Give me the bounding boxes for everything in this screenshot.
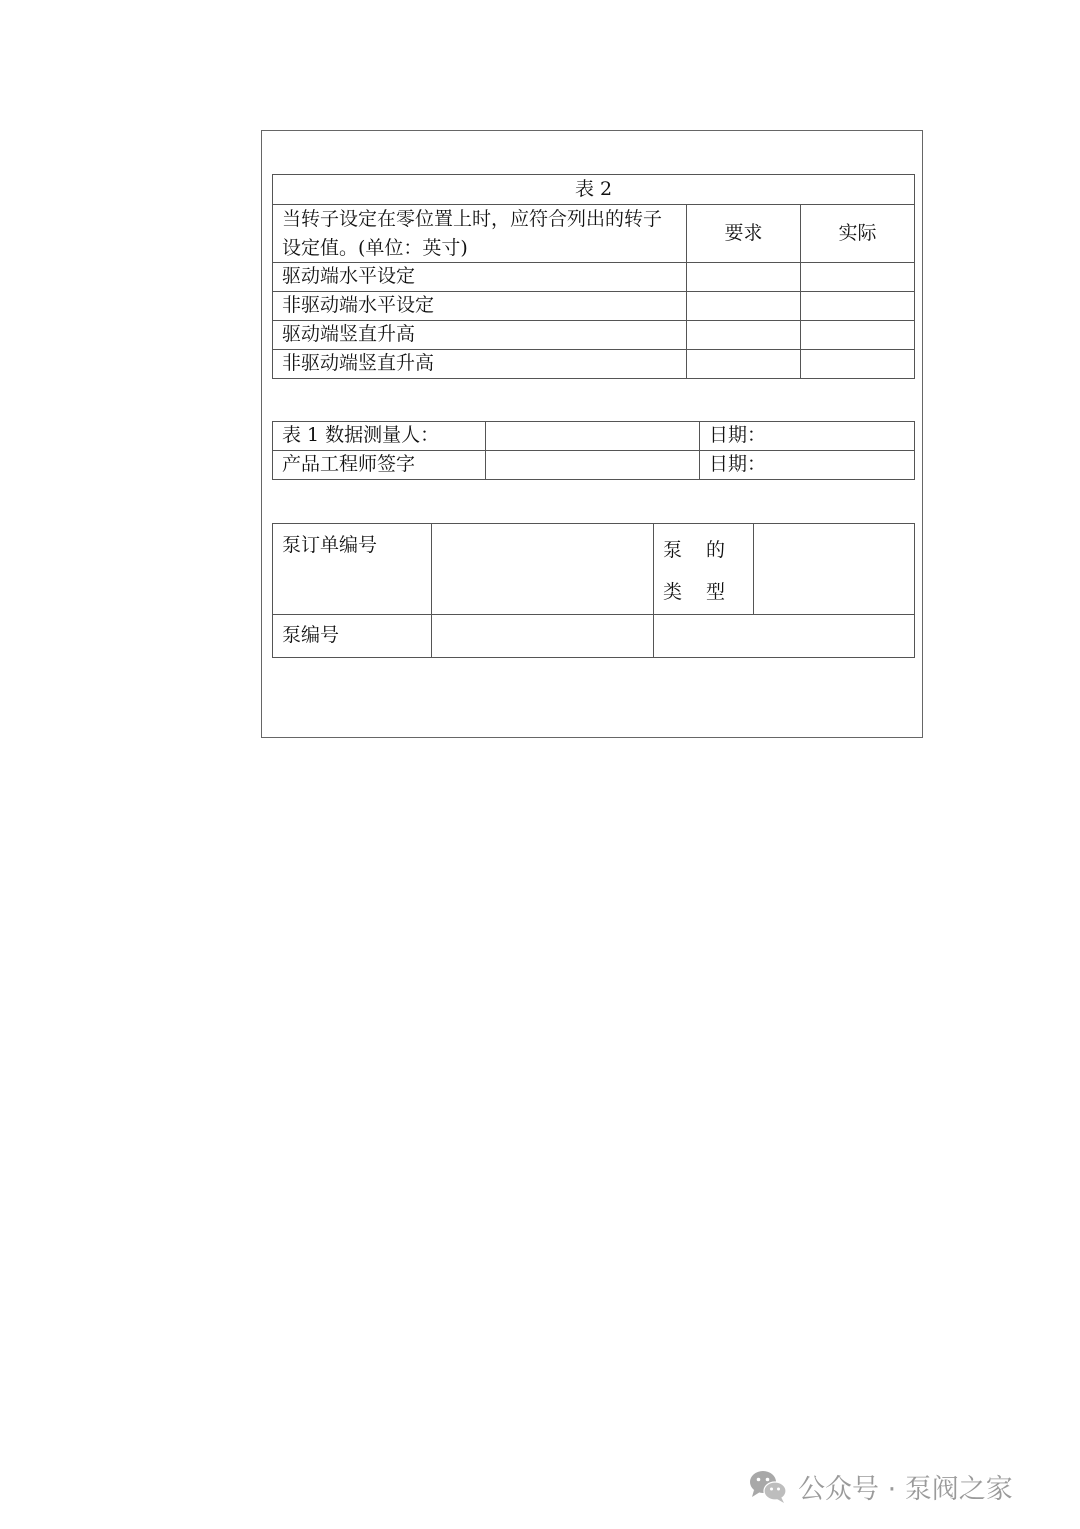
pump-info-table	[272, 523, 915, 658]
row-label: 驱动端水平设定	[273, 263, 687, 292]
table-row	[273, 614, 915, 657]
rotor-setting-description: 当转子设定在零位置上时，应符合列出的转子设定值。(单位：英寸)	[273, 205, 687, 263]
required-cell[interactable]	[687, 263, 801, 292]
actual-cell[interactable]	[801, 292, 915, 321]
table-title: 表 2	[273, 175, 915, 205]
required-cell[interactable]	[687, 350, 801, 379]
required-cell[interactable]	[687, 292, 801, 321]
signature-table	[272, 421, 915, 480]
row-label: 非驱动端竖直升高	[273, 350, 687, 379]
measurer-label: 表 1 数据测量人：	[273, 422, 486, 451]
engineer-signature-label: 产品工程师签字	[273, 451, 486, 480]
table-row	[273, 451, 915, 480]
date-label: 日期：	[700, 451, 915, 480]
table-row	[273, 321, 915, 350]
actual-cell[interactable]	[801, 263, 915, 292]
pump-number-label: 泵编号	[273, 614, 432, 657]
watermark	[748, 1466, 1013, 1506]
pump-number-field[interactable]	[432, 614, 654, 657]
table-row	[273, 350, 915, 379]
pump-order-number-label: 泵订单编号	[273, 524, 432, 615]
pump-type-label: 泵 的 类 型	[654, 524, 754, 615]
actual-header: 实际	[801, 205, 915, 263]
actual-cell[interactable]	[801, 321, 915, 350]
table-row	[273, 524, 915, 615]
pump-order-number-field[interactable]	[432, 524, 654, 615]
table-row	[273, 422, 915, 451]
table-row	[273, 263, 915, 292]
measurer-field[interactable]	[486, 422, 700, 451]
actual-cell[interactable]	[801, 350, 915, 379]
rotor-setting-table	[272, 174, 915, 379]
date-label: 日期：	[700, 422, 915, 451]
table-row	[273, 292, 915, 321]
pump-type-field[interactable]	[754, 524, 915, 615]
row-label: 非驱动端水平设定	[273, 292, 687, 321]
required-header: 要求	[687, 205, 801, 263]
wechat-icon	[748, 1468, 788, 1504]
engineer-signature-field[interactable]	[486, 451, 700, 480]
row-label: 驱动端竖直升高	[273, 321, 687, 350]
watermark-text: 公众号 · 泵阀之家	[798, 1473, 1013, 1505]
required-cell[interactable]	[687, 321, 801, 350]
pump-number-extra-cell[interactable]	[654, 614, 915, 657]
